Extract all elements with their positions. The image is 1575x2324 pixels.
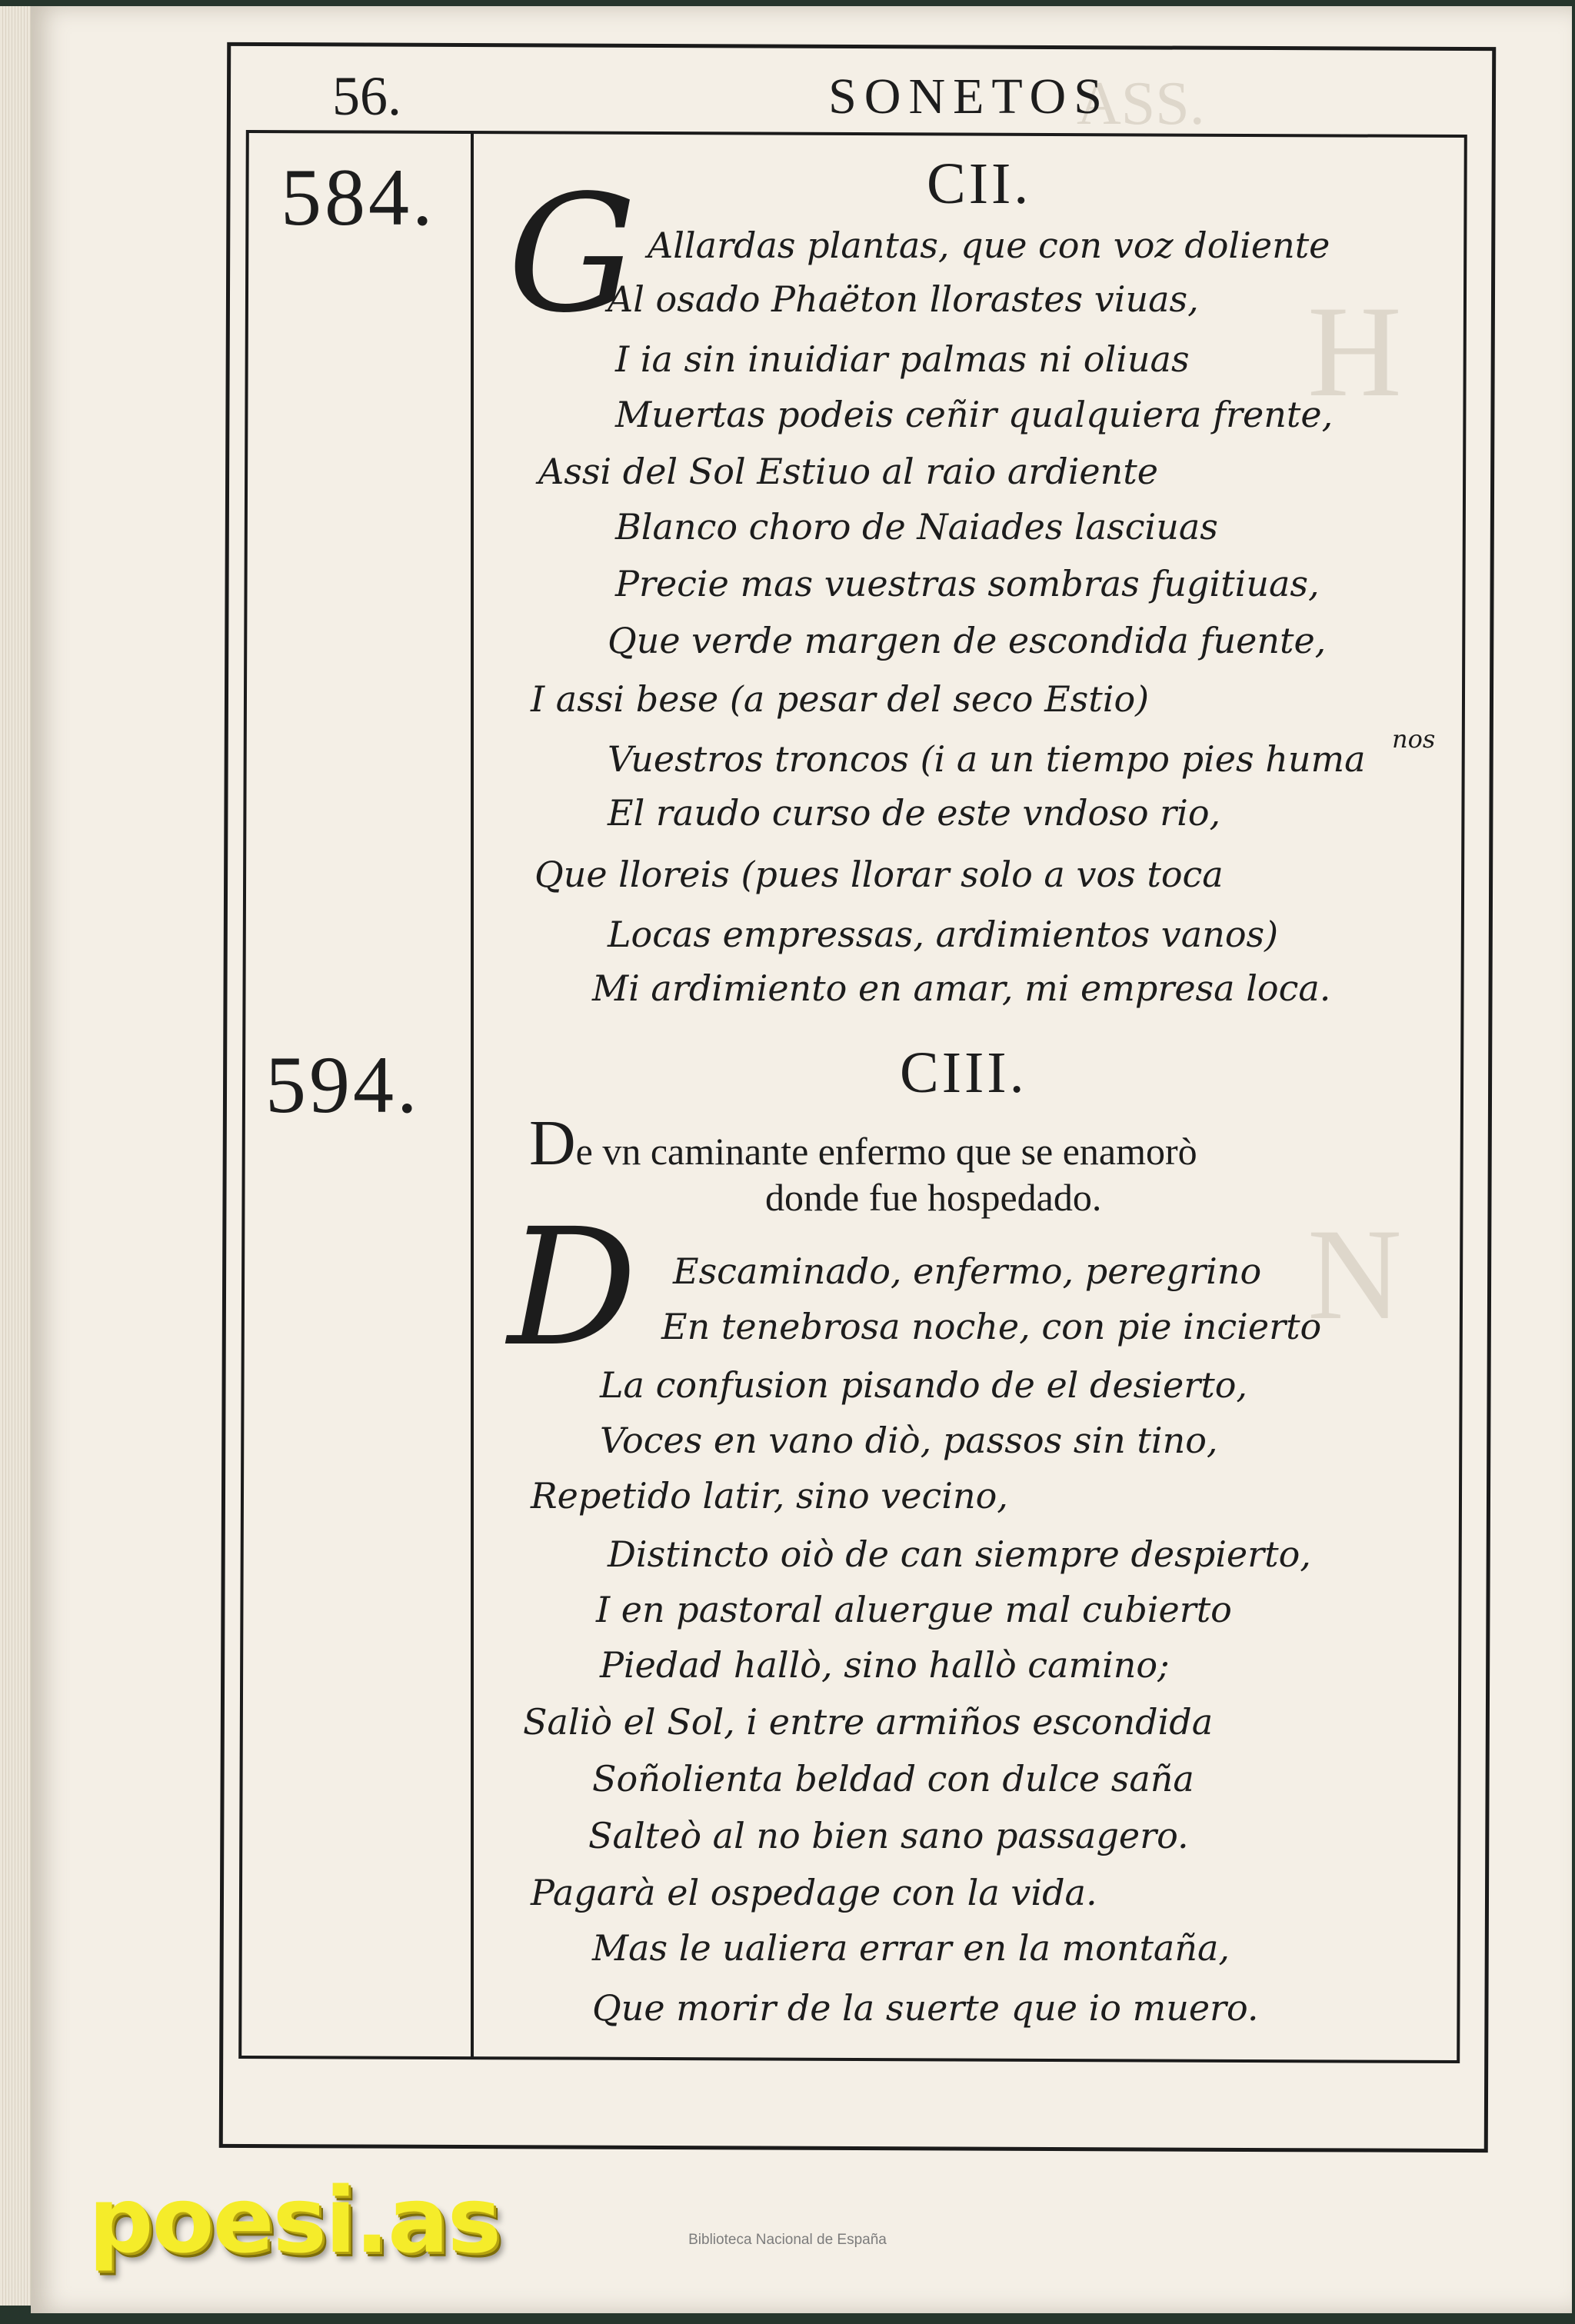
verse-line: Precie mas vuestras sombras fugitiuas, xyxy=(615,563,1320,604)
show-through: ASS. xyxy=(1077,70,1205,138)
sonnet-title xyxy=(529,1106,1197,1180)
verse-line: Mi ardimiento en amar, mi empresa loca. xyxy=(592,967,1331,1009)
verse-line: Locas empressas, ardimientos vanos) xyxy=(608,914,1279,955)
margin-divider xyxy=(471,132,474,2058)
verse-line: Al osado Phaëton llorastes viuas, xyxy=(608,278,1199,320)
verse-line: Soñolienta beldad con dulce saña xyxy=(592,1758,1194,1800)
verse-line: Assi del Sol Estiuo al raio ardiente xyxy=(538,451,1158,492)
margin-number-584: 584. xyxy=(281,152,436,242)
verse-line: Repetido latir, sino vecino, xyxy=(531,1475,1008,1517)
verse-line: Vuestros troncos (i a un tiempo pies huma xyxy=(608,738,1366,780)
drop-cap: D xyxy=(508,1194,638,1382)
verse-line: La confusion pisando de el desierto, xyxy=(600,1364,1248,1406)
verse-line: Muertas podeis ceñir qualquiera frente, xyxy=(615,394,1334,435)
margin-number-594: 594. xyxy=(265,1040,421,1130)
verse-line: En tenebrosa noche, con pie incierto xyxy=(661,1306,1322,1347)
show-through: N xyxy=(1307,1202,1402,1347)
verse-line: Blanco choro de Naiades lasciuas xyxy=(615,506,1218,548)
verse-line: Salteò al no bien sano passagero. xyxy=(588,1815,1189,1856)
drop-cap: G xyxy=(508,160,637,348)
verse-line: Pagarà el ospedage con la vida. xyxy=(531,1872,1097,1913)
verse-line: El raudo curso de este vndoso rio, xyxy=(608,792,1221,834)
verse-line: Allardas plantas, que con voz doliente xyxy=(648,225,1330,266)
verse-line: Escaminado, enfermo, peregrino xyxy=(673,1250,1262,1292)
verse-line: Distincto oiò de can siempre despierto, xyxy=(608,1533,1311,1575)
verse-line: Que verde margen de escondida fuente, xyxy=(608,620,1327,661)
verse-line: I assi bese (a pesar del seco Estio) xyxy=(531,678,1150,720)
title-initial: D xyxy=(529,1107,576,1179)
verse-line: Saliò el Sol, i entre armiños escondida xyxy=(523,1701,1214,1743)
verse-line: I en pastoral aluergue mal cubierto xyxy=(596,1589,1232,1630)
verse-line: Voces en vano diò, passos sin tino, xyxy=(600,1420,1218,1461)
verse-line: Mas le ualiera errar en la montaña, xyxy=(592,1927,1230,1969)
title-text: e vn caminante enfermo que se enamorò xyxy=(575,1130,1197,1173)
verse-line: Piedad hallò, sino hallò camino; xyxy=(600,1644,1170,1686)
verse-line: Que lloreis (pues llorar solo a vos toca xyxy=(534,854,1224,895)
running-head: SONETOS xyxy=(828,68,1110,125)
verse-line: Que morir de la suerte que io muero. xyxy=(592,1987,1259,2029)
sonnet-number-ciii: CIII. xyxy=(900,1040,1027,1105)
sonnet-title-line-2: donde fue hospedado. xyxy=(765,1176,1102,1219)
show-through: H xyxy=(1307,279,1402,424)
verse-line: I ia sin inuidiar palmas ni oliuas xyxy=(615,338,1190,380)
poesias-watermark-logo: poesi.as xyxy=(88,2167,500,2273)
sonnet-number-cii: CII. xyxy=(927,151,1032,216)
page-number: 56. xyxy=(332,65,401,127)
library-credit: Biblioteca Nacional de España xyxy=(688,2232,887,2248)
line-turnover: nos xyxy=(1392,724,1436,754)
